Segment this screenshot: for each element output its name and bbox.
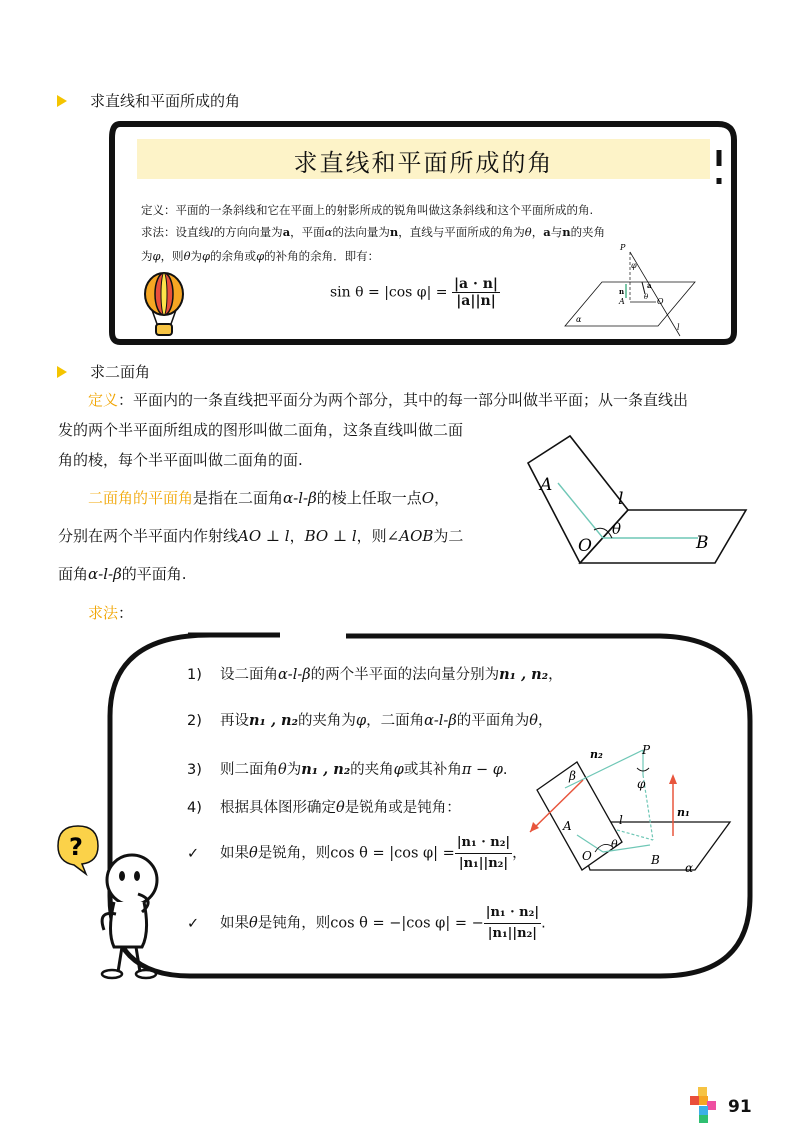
fig2-label-l: l (619, 813, 623, 827)
fig1-label-A: A (619, 297, 625, 306)
fig2-label-phi: φ (637, 777, 646, 791)
box1-method: 求法：设直线l的方向向量为a，平面α的法向量为n，直线与平面所成的角为θ，a与n的夹角 (141, 225, 606, 239)
fig1-label-theta: θ (644, 293, 649, 301)
dihedral-definition-line1: 定义：平面内的一条直线把平面分为两个部分，其中的每一部分叫做半平面；从一条直线出 (88, 391, 689, 409)
dihedral-label-A: A (540, 475, 553, 495)
plane-angle-line1: 二面角的平面角是指在二面角α-l-β的棱上任取一点O， (88, 489, 450, 507)
dihedral-definition-line3: 角的棱，每个半平面叫做二面角的面. (58, 451, 303, 469)
page-number: 91 (728, 1097, 752, 1117)
box1-method-line2: 为φ，则θ为φ的余角或φ的补角的余角．即有： (141, 249, 380, 263)
fig2-label-theta: θ (611, 838, 618, 851)
dihedral-angle-diagram (520, 428, 750, 578)
fig2-label-B: B (651, 853, 660, 867)
def-label-dihedral: 定义 (88, 391, 119, 409)
def-text: 平面的一条斜线和它在平面上的射影所成的锐角叫做这条斜线和这个平面所成的角. (175, 203, 594, 217)
fig1-label-phi: φ (631, 261, 637, 270)
fig2-label-n1: n₁ (677, 806, 690, 819)
box1-definition: 定义：平面的一条斜线和它在平面上的射影所成的锐角叫做这条斜线和这个平面所成的角. (141, 203, 594, 217)
check-obtuse: ✓ 如果θ是钝角，则cos θ = −|cos φ| = − $\frac{\text{|n₁ · n₂|}}{\text{|n₁||n₂|}}$ . (187, 905, 546, 941)
dihedral-label-l: l (618, 489, 624, 509)
def-label: 定义 (141, 203, 164, 217)
formula-numerator: |a · n| (453, 276, 499, 292)
plane-angle-label: 二面角的平面角 (88, 489, 194, 507)
plane-angle-line3: 面角α-l-β的平面角. (58, 565, 187, 583)
fig1-label-P: P (620, 243, 626, 252)
section1-heading: 求直线和平面所成的角 (90, 92, 241, 110)
fig1-label-O: O (657, 297, 664, 306)
fig2-label-beta: β (569, 769, 576, 783)
fig2-label-A: A (563, 819, 572, 833)
line-plane-diagram (560, 238, 700, 338)
plane-angle-line2: 分别在两个半平面内作射线AO ⊥ l，BO ⊥ l，则∠AOB为二 (58, 527, 464, 545)
step-4: 4) 根据具体图形确定θ是锐角或是钝角： (187, 800, 461, 816)
bullet-triangle-icon (57, 366, 67, 378)
logo-icon (690, 1087, 718, 1123)
normal-vector-diagram (525, 740, 735, 880)
check-acute: ✓ 如果θ是锐角，则cos θ = |cos φ| = $\frac{\text{|n₁ · n₂|}}{\text{|n₁||n₂|}}$ ， (187, 835, 527, 871)
fig1-label-l: l (677, 323, 680, 332)
method-label: 求法 (141, 225, 164, 239)
formula-sin-theta: sin θ = |cos φ| = $\frac{|a \cdot n|}{|a||n|}$ (330, 276, 499, 309)
formula-denominator: |a||n| (456, 293, 496, 309)
thinking-character-icon (52, 822, 162, 982)
step-1: 1) 设二面角α-l-β的两个半平面的法向量分别为n₁ , n₂， (187, 666, 563, 683)
section2-heading: 求二面角 (90, 363, 151, 381)
fig2-label-P: P (642, 743, 651, 757)
fig2-label-alpha: α (685, 861, 694, 875)
fig1-label-n: n (619, 287, 625, 296)
check-icon: ✓ (187, 845, 200, 862)
fig2-label-n2: n₂ (590, 748, 603, 761)
bullet-triangle-icon (57, 95, 67, 107)
question-mark-icon: ? (69, 833, 83, 861)
hot-air-balloon-icon (142, 272, 186, 338)
dihedral-label-O: O (578, 536, 592, 556)
fig2-label-O: O (582, 849, 592, 863)
step-3: 3) 则二面角θ为n₁ , n₂的夹角φ或其补角π − φ. (187, 761, 508, 778)
dihedral-label-B: B (696, 533, 709, 553)
method-label-dihedral: 求法 (88, 604, 119, 622)
dihedral-label-theta: θ (612, 520, 622, 538)
method-heading: 求法： (88, 604, 134, 622)
dihedral-definition-line2: 发的两个半平面所组成的图形叫做二面角，这条直线叫做二面 (58, 421, 464, 439)
box1-title: 求直线和平面所成的角 (293, 149, 554, 177)
check-icon: ✓ (187, 915, 200, 932)
fig1-label-alpha: α (576, 315, 582, 324)
fig1-label-a: a (647, 281, 652, 290)
step-2: 2) 再设n₁ , n₂的夹角为φ，二面角α-l-β的平面角为θ， (187, 712, 553, 729)
